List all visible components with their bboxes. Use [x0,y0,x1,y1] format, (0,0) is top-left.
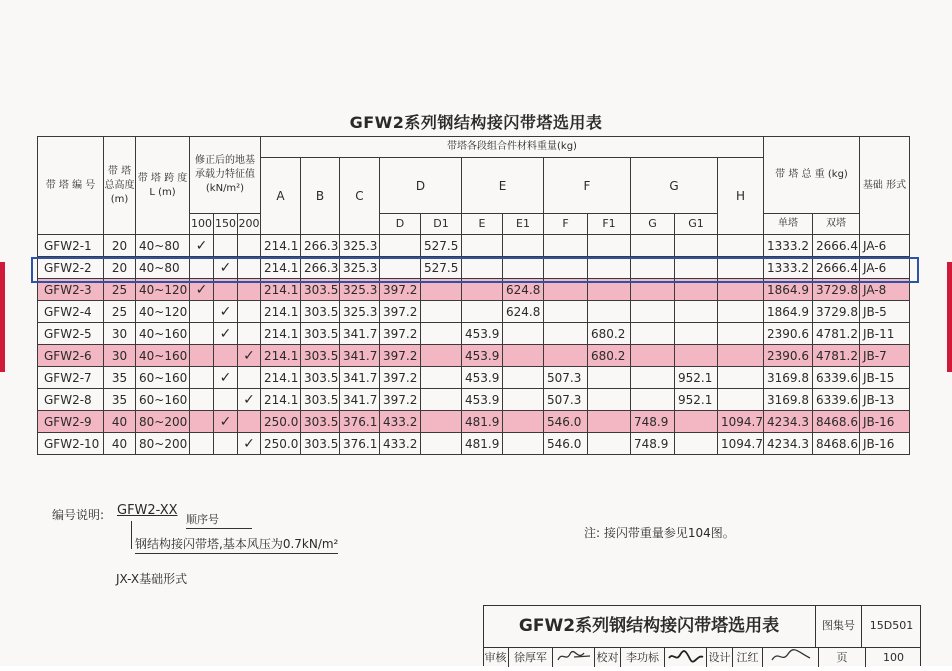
cell-a: 214.1 [261,345,301,367]
table-title: GFW2系列钢结构接闪带塔选用表 [349,113,603,132]
legend-label: 编号说明: [52,508,105,522]
cell-f1 [588,301,631,323]
cell-d: 397.2 [380,345,421,367]
cell-single: 2390.6 [764,345,813,367]
cell-f [544,235,588,257]
cell-a: 214.1 [261,323,301,345]
header-sub-d1: D1 [421,214,462,235]
header-seg-e: E [462,158,544,214]
cell-span: 60~160 [136,367,190,389]
bearing-check-cell [190,345,214,367]
cell-g1: 952.1 [675,389,718,411]
cell-h [718,367,764,389]
header-sub-e1: E1 [503,214,544,235]
cell-h: 35 [104,367,136,389]
cell-c: 325.3 [340,301,380,323]
header-sub-g1: G1 [675,214,718,235]
header-seg-g: G [631,158,718,214]
signature-scribble-1 [554,648,594,665]
cell-single: 1333.2 [764,257,813,279]
cell-code: GFW2-8 [38,389,104,411]
atlas-number-label: 图集号 [816,605,862,647]
cell-h: 30 [104,345,136,367]
bearing-check-cell [190,411,214,433]
cell-e1 [503,411,544,433]
bearing-check-cell [214,367,238,389]
cell-b: 266.3 [301,257,340,279]
cell-h: 40 [104,411,136,433]
header-bearing-150: 150 [214,214,238,235]
cell-c: 341.7 [340,367,380,389]
header-bearing-100: 100 [190,214,214,235]
cell-f1 [588,433,631,455]
cell-found: JB-7 [860,345,910,367]
cell-h: 20 [104,235,136,257]
page-label: 页 [819,648,866,667]
cell-span: 60~160 [136,389,190,411]
bearing-check-cell [238,235,261,257]
cell-double: 2666.4 [813,235,860,257]
cell-d1 [421,367,462,389]
cell-double: 4781.2 [813,323,860,345]
bearing-check-cell [190,323,214,345]
cell-a: 214.1 [261,389,301,411]
cell-single: 2390.6 [764,323,813,345]
header-bearing: 修正后的地基 承载力特征值 (kN/m²) [190,137,261,214]
cell-found: JB-5 [860,301,910,323]
cell-double: 6339.6 [813,367,860,389]
check-mark-icon: ✓ [219,303,232,320]
cell-e [462,301,503,323]
cell-g [631,235,675,257]
table-row [38,345,910,367]
header-double: 双塔 [813,214,860,235]
selection-table [37,136,910,455]
bearing-check-cell [238,345,261,367]
cell-code: GFW2-2 [38,257,104,279]
bearing-check-cell [214,411,238,433]
cell-h: 1094.7 [718,411,764,433]
cell-e1: 624.8 [503,279,544,301]
header-seg-d: D [380,158,462,214]
bearing-check-cell [238,389,261,411]
table-row [38,367,910,389]
cell-c: 341.7 [340,345,380,367]
cell-b: 303.5 [301,345,340,367]
cell-b: 303.5 [301,411,340,433]
table-row [38,323,910,345]
header-weights: 带塔各段组合件材料重量(kg) [261,137,764,158]
design-label: 设计 [707,648,733,667]
check-mark-icon: ✓ [219,369,232,386]
bearing-check-cell [214,389,238,411]
cell-b: 303.5 [301,301,340,323]
check-mark-icon: ✓ [243,391,255,408]
header-total: 带 塔 总 重 (kg) [764,137,860,214]
checker-signature [665,648,707,667]
cell-g1 [675,433,718,455]
cell-g1 [675,235,718,257]
cell-e1 [503,389,544,411]
cell-a: 214.1 [261,235,301,257]
cell-g1 [675,323,718,345]
checker-name: 李功标 [621,648,665,667]
cell-a: 214.1 [261,257,301,279]
legend-foundation: JX-X基础形式 [116,572,188,586]
cell-single: 1864.9 [764,279,813,301]
cell-e: 453.9 [462,323,503,345]
bearing-check-cell [238,323,261,345]
cell-double: 2666.4 [813,257,860,279]
cell-f [544,301,588,323]
cell-found: JB-13 [860,389,910,411]
bearing-check-cell [214,345,238,367]
cell-span: 40~80 [136,235,190,257]
cell-d1 [421,345,462,367]
cell-double: 3729.8 [813,279,860,301]
cell-span: 40~160 [136,345,190,367]
cell-e: 453.9 [462,389,503,411]
bearing-check-cell [214,301,238,323]
red-binding-mark-right [947,262,952,372]
atlas-number: 15D501 [869,619,914,632]
selected-row-highlight [31,257,919,283]
cell-span: 40~80 [136,257,190,279]
cell-single: 3169.8 [764,389,813,411]
check-label: 校对 [595,648,621,667]
cell-d1 [421,389,462,411]
cell-f1 [588,367,631,389]
cell-single: 4234.3 [764,433,813,455]
cell-found: JB-11 [860,323,910,345]
signature-scribble-2 [666,648,706,665]
header-seg-f: F [544,158,631,214]
cell-e: 453.9 [462,345,503,367]
cell-d1 [421,323,462,345]
header-sub-f: F [544,214,588,235]
legend-seq: 顺序号 [186,511,252,529]
bearing-check-cell [190,433,214,455]
cell-g1 [675,301,718,323]
cell-b: 303.5 [301,279,340,301]
bearing-check-cell [190,367,214,389]
cell-double: 8468.6 [813,411,860,433]
header-seg-a: A [261,158,301,235]
cell-h [718,389,764,411]
cell-e: 481.9 [462,433,503,455]
cell-f [544,323,588,345]
cell-c: 341.7 [340,389,380,411]
cell-h: 25 [104,279,136,301]
legend-code: GFW2-XX [117,503,178,518]
cell-found: JA-8 [860,279,910,301]
bearing-check-cell [214,235,238,257]
bearing-check-cell [214,433,238,455]
check-mark-icon: ✓ [195,281,208,298]
cell-code: GFW2-5 [38,323,104,345]
cell-g [631,367,675,389]
cell-span: 40~160 [136,323,190,345]
cell-h: 40 [104,433,136,455]
cell-span: 80~200 [136,433,190,455]
check-mark-icon: ✓ [219,259,232,276]
cell-e: 453.9 [462,367,503,389]
cell-code: GFW2-1 [38,235,104,257]
legend-leader-line [131,521,132,549]
cell-c: 325.3 [340,279,380,301]
cell-span: 80~200 [136,411,190,433]
cell-f: 507.3 [544,367,588,389]
cell-g [631,389,675,411]
cell-h: 30 [104,323,136,345]
designer-signature [763,648,819,667]
table-row [38,433,910,455]
bearing-check-cell [190,301,214,323]
cell-e1: 624.8 [503,301,544,323]
note-text: 注: 接闪带重量参见104图。 [584,526,735,540]
cell-a: 214.1 [261,279,301,301]
cell-g [631,323,675,345]
cell-g: 748.9 [631,433,675,455]
check-mark-icon: ✓ [243,347,255,364]
designer-name: 江红 [733,648,763,667]
review-label: 审核 [483,648,509,667]
table-row [38,389,910,411]
cell-d1 [421,411,462,433]
table-row [38,411,910,433]
cell-g: 748.9 [631,411,675,433]
cell-double: 8468.6 [813,433,860,455]
cell-double: 4781.2 [813,345,860,367]
cell-found: JA-6 [860,235,910,257]
cell-span: 40~120 [136,279,190,301]
cell-single: 1864.9 [764,301,813,323]
cell-c: 325.3 [340,257,380,279]
cell-h: 35 [104,389,136,411]
header-code: 带 塔 编 号 [38,137,104,235]
cell-h: 20 [104,257,136,279]
cell-found: JB-16 [860,411,910,433]
cell-h: 25 [104,301,136,323]
cell-e [462,235,503,257]
cell-span: 40~120 [136,301,190,323]
cell-code: GFW2-9 [38,411,104,433]
cell-b: 303.5 [301,323,340,345]
cell-f1: 680.2 [588,345,631,367]
cell-e1 [503,345,544,367]
cell-h [718,301,764,323]
cell-code: GFW2-3 [38,279,104,301]
header-sub-e: E [462,214,503,235]
page-number: 100 [883,651,904,664]
cell-f: 546.0 [544,411,588,433]
cell-code: GFW2-4 [38,301,104,323]
cell-code: GFW2-7 [38,367,104,389]
cell-a: 250.0 [261,433,301,455]
cell-e1 [503,235,544,257]
cell-e: 481.9 [462,411,503,433]
check-mark-icon: ✓ [219,413,232,430]
bearing-check-cell [190,235,214,257]
cell-d1 [421,433,462,455]
cell-g1: 952.1 [675,367,718,389]
reviewer-name: 徐厚军 [509,648,553,667]
cell-double: 6339.6 [813,389,860,411]
header-bearing-200: 200 [238,214,261,235]
cell-b: 266.3 [301,235,340,257]
cell-b: 303.5 [301,389,340,411]
cell-a: 214.1 [261,301,301,323]
cell-e1 [503,433,544,455]
cell-a: 214.1 [261,367,301,389]
check-mark-icon: ✓ [219,325,232,342]
bearing-check-cell [238,433,261,455]
reviewer-signature [553,648,595,667]
header-single: 单塔 [764,214,813,235]
cell-d1: 527.5 [421,257,462,279]
cell-double: 3729.8 [813,301,860,323]
cell-e1 [503,323,544,345]
cell-f: 546.0 [544,433,588,455]
cell-c: 376.1 [340,433,380,455]
table-row [38,301,910,323]
cell-g [631,345,675,367]
bearing-check-cell [238,411,261,433]
cell-c: 341.7 [340,323,380,345]
cell-b: 303.5 [301,433,340,455]
cell-h [718,345,764,367]
header-seg-c: C [340,158,380,235]
cell-found: JB-15 [860,367,910,389]
bearing-check-cell [190,389,214,411]
cell-h [718,235,764,257]
title-block-signature-row [483,647,921,666]
cell-f: 507.3 [544,389,588,411]
cell-d1: 527.5 [421,235,462,257]
cell-d: 397.2 [380,367,421,389]
cell-code: GFW2-10 [38,433,104,455]
cell-h [718,323,764,345]
cell-d: 397.2 [380,279,421,301]
cell-single: 4234.3 [764,411,813,433]
header-seg-b: B [301,158,340,235]
cell-b: 303.5 [301,367,340,389]
title-block-title: GFW2系列钢结构接闪带塔选用表 [483,605,816,647]
table-row [38,235,910,257]
cell-c: 325.3 [340,235,380,257]
header-height: 带 塔 总高度 (m) [104,137,136,235]
cell-h: 1094.7 [718,433,764,455]
cell-found: JA-6 [860,257,910,279]
cell-f1 [588,389,631,411]
cell-d: 397.2 [380,301,421,323]
bearing-check-cell [214,323,238,345]
cell-d: 397.2 [380,389,421,411]
cell-f [544,345,588,367]
cell-d1 [421,301,462,323]
cell-e1 [503,367,544,389]
header-seg-h: H [718,158,764,235]
cell-single: 1333.2 [764,235,813,257]
bearing-check-cell [238,367,261,389]
cell-g [631,301,675,323]
header-sub-d: D [380,214,421,235]
header-sub-g: G [631,214,675,235]
cell-d: 433.2 [380,433,421,455]
cell-code: GFW2-6 [38,345,104,367]
signature-scribble-3 [766,648,816,665]
cell-found: JB-16 [860,433,910,455]
header-foundation: 基础 形式 [860,137,910,235]
cell-c: 376.1 [340,411,380,433]
check-mark-icon: ✓ [243,435,255,452]
check-mark-icon: ✓ [195,237,208,254]
header-sub-f1: F1 [588,214,631,235]
cell-d [380,235,421,257]
legend-desc: 钢结构接闪带塔,基本风压为0.7kN/m² [135,535,338,554]
cell-single: 3169.8 [764,367,813,389]
bearing-check-cell [238,301,261,323]
header-span: 带 塔 跨 度 L (m) [136,137,190,235]
cell-f1 [588,411,631,433]
cell-f1 [588,235,631,257]
cell-g1 [675,345,718,367]
cell-a: 250.0 [261,411,301,433]
cell-g1 [675,411,718,433]
cell-f1: 680.2 [588,323,631,345]
red-binding-mark-left [0,262,5,372]
cell-d: 433.2 [380,411,421,433]
cell-d: 397.2 [380,323,421,345]
